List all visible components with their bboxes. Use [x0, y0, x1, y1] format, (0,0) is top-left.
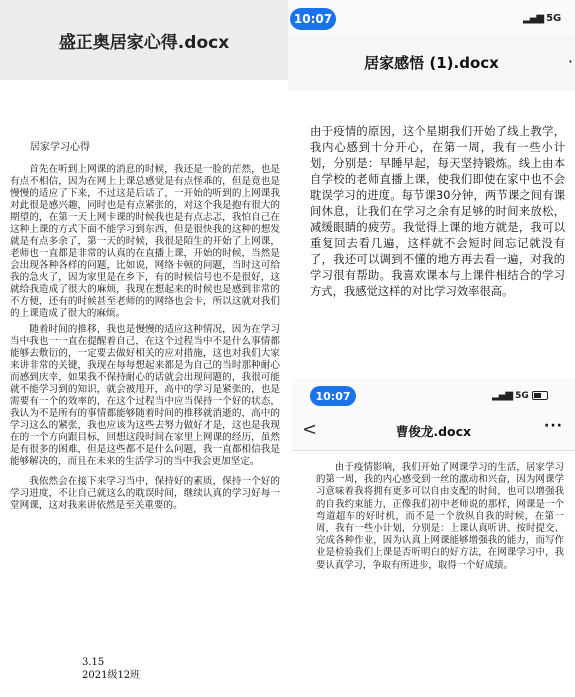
more-icon[interactable]: · [567, 52, 573, 71]
left-doc-filename: 盛正奥居家心得.docx [58, 32, 230, 53]
network-label: 5G [546, 13, 562, 24]
status-bar [292, 378, 575, 412]
battery-icon [532, 391, 548, 400]
right-bottom-filename: 曹俊龙.docx [395, 424, 472, 439]
left-doc-paragraph: 首先在听到上网课的消息的时候，我还是一脸的茫然，也是有点不相信，因为在网上上课总感觉是有点怪乖的，但是竟也是慢慢的适应了下来，不过这是后话了，一开始的听到的上网课我对此很是感兴趣，同时也是有点紧张的，对这个我是抱有很大的期望的，在第一天上网卡课的时候我也是有点忐忑，我怕自己在这种上课的方式下面不能学习到东西，但是很快我的这种的想发就是有点多余了，第一天的时候，我很是陌生的开始了上网课，老师也一直都是非常的认真的在直播上课，开始的时候，当然是会出现各种各样的问题，比如说，网络卡顿的问题，当时这可给我的急火了，因为家里是在乡下，有的时候信号也不是很好，这就给我造成了很大的麻烦，我现在想起来的时候也是感到非常的不方便，还有的时候甚至老师的的网络也会卡，所以这就对我们的上课造成了很大的麻烦。 [10, 164, 280, 319]
right-top-document [288, 0, 575, 377]
right-bottom-document [292, 378, 575, 697]
network-indicator [523, 13, 561, 24]
left-doc-paragraph: 我依然会在接下来学习当中，保持好的素质，保持一个好的学习进度，不让自己就这么的耽误时间，继续认真的学习好每一堂网课，这对我来讲依然是至关重要的。 [10, 476, 280, 511]
right-top-body: 由于疫情的原因，这个星期我们开始了线上教学，我内心感到十分开心，在第一周，我有一些小计划，分别是：早睡早起，每天坚持锻炼。线上由本自学校的老师直播上课，使我们即使在家中也不会耽误学习的进度。每节课30分钟，两节课之间有课间休息，让我们在学习之余有足够的时间来放松，减缓眼睛的疲劳。我觉得上课的地方就是，我可以重复回去看几遍，这样就不会短时间忘记就没有了，我还可以调到不懂的地方再去看一遍，对我的学习很有帮助。我喜欢课本与上课件相结合的学习方式，我感觉这样的对比学习效率很高。 [310, 125, 565, 298]
left-doc-date: 3.15 [82, 657, 105, 668]
nav-bar [292, 412, 575, 451]
more-options-icon[interactable]: ··· [544, 418, 563, 434]
back-arrow-icon[interactable]: < [302, 419, 318, 440]
left-doc-class: 2021级12班 [82, 670, 141, 681]
left-doc-titlebar [0, 0, 288, 80]
signal-icon: ▂▄▆ [492, 390, 513, 401]
signal-icon: ▂▄▆ [523, 13, 544, 24]
status-time: 10:07 [310, 386, 356, 406]
right-top-titlebar [288, 34, 575, 90]
network-indicator [492, 390, 548, 401]
left-doc-signature [82, 656, 140, 682]
right-bottom-body: 由于疫情影响，我们开始了网课学习的生活，居家学习的第一周，我的内心感受到一丝的激动和兴奋，因为网课学习意味着我将拥有更多可以自由支配的时间，也可以增强我的自我约束能力，正像我们初中老师说的那样，网课是一个弯道超车的好时机，而不是一个放纵自我的时候，在第一周，我有一些小计划，分别是：上课认真听讲、按时提交、完成各种作业，因为认真上网课能够增强我的能力，而写作业是检验我们上课是否听明白的好方法，在网课学习中，我要认真学习，争取有所进步，取得一个好成绩。 [316, 462, 564, 571]
right-top-filename: 居家感悟 (1).docx [364, 53, 499, 72]
left-doc-body [10, 164, 280, 516]
left-doc-heading: 居家学习心得 [30, 142, 90, 153]
status-time: 10:07 [290, 8, 336, 30]
network-label: 5G [515, 390, 529, 401]
status-bar [288, 0, 575, 34]
left-doc-paragraph: 随着时间的推移，我也是慢慢的适应这种情况，因为在学习当中我也一一直在提醒着自己，在这个过程当中不是什么事情都能够去敷衍的，一定要去做好相关的应对措施，这也对我们大家来讲非常的关键，我现在每每想起来都是为自己的当时那种耐心而感到庆幸，如果我不保持耐心的话就会出现问题的，我很可能就不能学习到的知识，就会被甩开，高中的学习是紧张的，也是需要有一个的效率的，在这个过程当中应当保持一个好的状态，我认为不是所有的事情都能够随着时间的推移就消逝的，高中的学习这么的紧张，我也应该为这些去努力做好才是，这也是我现在的一个方向跟目标，回想这段时间在家里上网课的经历，虽然是有很多的困难，但是这些都不是什么问题，我一直都相信我是能够解决的，而且在未来的生活学习的当中我会更加坚定。 [10, 324, 280, 467]
